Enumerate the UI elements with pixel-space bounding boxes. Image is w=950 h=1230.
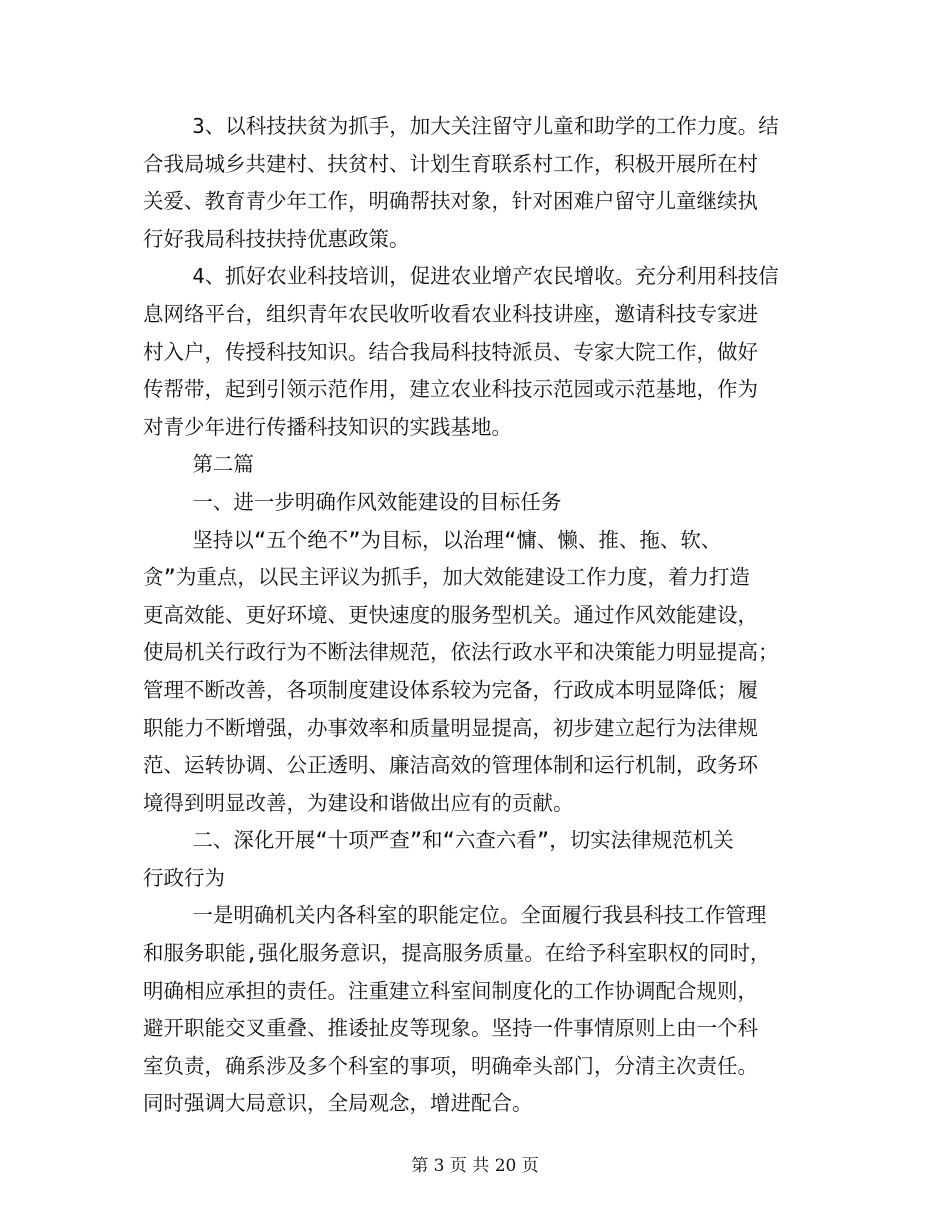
text-line: 对青少年进行传播科技知识的实践基地。 (143, 414, 512, 439)
subsection-heading: 二、深化开展“十项严查”和“六查六看”，切实法律规范机关 (143, 828, 734, 853)
text-line: 范、运转协调、公正透明、廉洁高效的管理体制和运行机制，政务环 (143, 753, 758, 778)
text-line: 明确相应承担的责任。注重建立科室间制度化的工作协调配合规则， (143, 978, 758, 1003)
text-line: 3、以科技扶贫为抓手，加大关注留守儿童和助学的工作力度。结 (143, 114, 779, 138)
subsection-heading: 行政行为 (143, 865, 225, 890)
text-line: 关爱、教育青少年工作，明确帮扶对象，针对困难户留守儿童继续执 (143, 189, 758, 214)
text-line: 更高效能、更好环境、更快速度的服务型机关。通过作风效能建设， (143, 602, 758, 627)
text-line: 职能力不断增强，办事效率和质量明显提高，初步建立起行为法律规 (143, 715, 758, 740)
text-line: 室负责，确系涉及多个科室的事项，明确牵头部门，分清主次责任。 (143, 1053, 758, 1078)
page-number-footer: 第 3 页 共 20 页 (411, 1156, 539, 1176)
section-heading: 第二篇 (143, 452, 254, 477)
text-line: 和服务职能,强化服务意识，提高服务质量。在给予科室职权的同时， (143, 941, 771, 966)
text-line: 息网络平台，组织青年农民收听收看农业科技讲座，邀请科技专家进 (143, 301, 758, 326)
subsection-heading: 一、进一步明确作风效能建设的目标任务 (143, 489, 562, 514)
text-line: 管理不断改善，各项制度建设体系较为完备，行政成本明显降低；履 (143, 677, 758, 702)
text-line: 坚持以“五个绝不”为目标，以治理“慵、懒、推、拖、软、 (143, 527, 722, 552)
text-line: 传帮带，起到引领示范作用，建立农业科技示范园或示范基地，作为 (143, 377, 758, 402)
text-line: 使局机关行政行为不断法律规范，依法行政水平和决策能力明显提高； (143, 640, 779, 665)
text-line: 贪”为重点，以民主评议为抓手，加大效能建设工作力度，着力打造 (143, 565, 750, 590)
text-line: 境得到明显改善，为建设和谐做出应有的贡献。 (143, 790, 574, 815)
text-line: 村入户，传授科技知识。结合我局科技特派员、专家大院工作，做好 (143, 339, 758, 364)
text-line: 合我局城乡共建村、扶贫村、计划生育联系村工作，积极开展所在村 (143, 151, 758, 176)
text-line: 同时强调大局意识，全局观念，增进配合。 (143, 1091, 533, 1116)
text-line: 避开职能交叉重叠、推诿扯皮等现象。坚持一件事情原则上由一个科 (143, 1016, 758, 1041)
document-body (143, 108, 808, 1123)
text-line: 一是明确机关内各科室的职能定位。全面履行我县科技工作管理 (143, 903, 767, 928)
text-line: 4、抓好农业科技培训，促进农业增产农民增收。充分利用科技信 (143, 264, 779, 289)
text-line: 行好我局科技扶持优惠政策。 (143, 226, 410, 251)
